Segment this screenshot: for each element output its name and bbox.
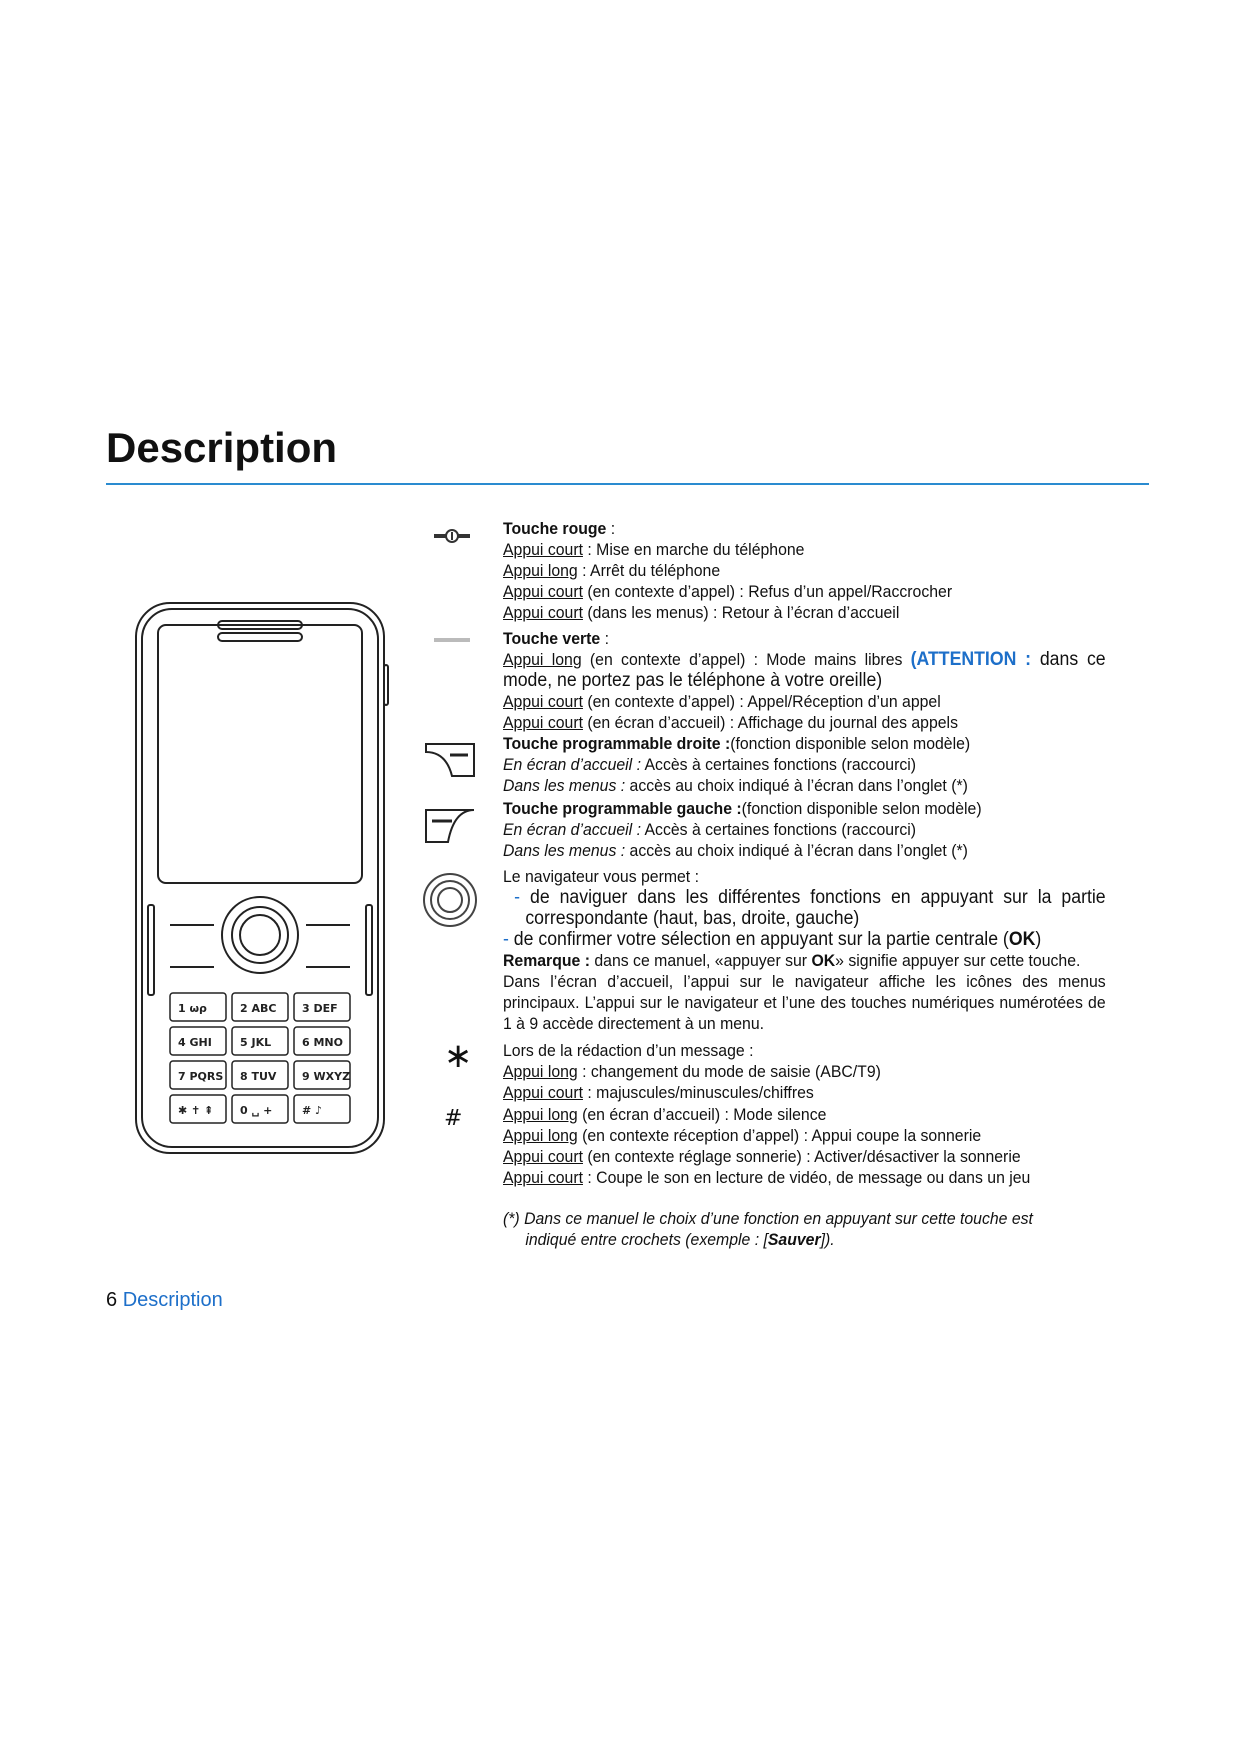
red-key-line: Appui court (en contexte d’appel) : Refus d’un appel/Raccrocher	[503, 582, 953, 601]
soft-key-left-icon	[422, 806, 478, 846]
navigator-paragraph: Dans l’écran d’accueil, l’appui sur le navigateur affiche les icônes des menus principaux. L’appui sur le navigateur et l’une des touches numériques numérotées de 1 à 9 accède directement à un menu.	[503, 972, 1106, 1033]
soft-left-title: Touche programmable gauche :	[503, 799, 742, 818]
keypad-key-label: 3 DEF	[302, 1002, 338, 1015]
hash-key-line: Appui court : Coupe le son en lecture de vidéo, de message ou dans un jeu	[503, 1168, 1031, 1187]
green-key-line: Appui court (en contexte d’appel) : Appel/Réception d’un appel	[503, 692, 941, 711]
green-key-line: Appui long (en contexte d’appel) : Mode mains libres (ATTENTION : dans ce mode, ne portez pas le téléphone à votre oreille)	[503, 649, 1106, 691]
hash-key-section	[503, 1104, 1106, 1188]
hash-key-line: Appui long (en écran d’accueil) : Mode silence	[503, 1105, 827, 1124]
keypad-key-label: ✱ ✝ ⇞	[178, 1104, 214, 1117]
green-key-icon	[432, 636, 472, 644]
keypad-key-label: 9 WXYZ	[302, 1070, 351, 1083]
soft-left-section: Touche programmable gauche :(fonction disponible selon modèle) En écran d’accueil : Accès à certaines fonctions (raccourci) Dans les menus : accès au choix indiqué à l’écran dans l’onglet (*)	[503, 799, 982, 860]
keypad-key-label: # ♪	[302, 1104, 323, 1117]
keypad-key-label: 1 ωρ	[178, 1002, 207, 1015]
keypad-key-label: 8 TUV	[240, 1070, 277, 1083]
navigator-item: - de confirmer votre sélection en appuyant sur la partie centrale (OK)	[503, 929, 1042, 950]
keypad-key-label: 5 JKL	[240, 1036, 272, 1049]
red-key-icon	[432, 528, 472, 544]
red-key-line: Appui court (dans les menus) : Retour à l’écran d’accueil	[503, 603, 900, 622]
page-title: Description	[106, 424, 338, 471]
green-key-section: Touche verte : Appui long (en contexte d’appel) : Mode mains libres (ATTENTION : dans ce mode, ne portez pas le téléphone à votre oreille) Appui court (en contexte d’appel) : Appel/Réception d’un appel Appui court (en écran d’accueil) : Affichage du journal des appels	[503, 629, 1106, 732]
green-key-title: Touche verte	[503, 629, 601, 648]
navigator-icon	[420, 870, 480, 930]
page-number: 6	[106, 1289, 118, 1311]
hash-key-line: Appui long (en contexte réception d’appel) : Appui coupe la sonnerie	[503, 1126, 982, 1145]
keypad-key-label: 2 ABC	[240, 1002, 277, 1015]
hash-key-icon: #	[444, 1106, 463, 1131]
keypad-key-label: 0 ␣ +	[240, 1104, 273, 1117]
page-footer	[106, 1289, 223, 1312]
footnote: (*) Dans ce manuel le choix d’une fonction en appuyant sur cette touche est indiqué entre crochets (exemple : [Sauver]).	[503, 1209, 1033, 1249]
keypad-key-label: 6 MNO	[302, 1036, 343, 1049]
navigator-remark: Remarque : dans ce manuel, «appuyer sur OK» signifie appuyer sur cette touche.	[503, 951, 1081, 970]
footer-section-link[interactable]: Description	[122, 1289, 223, 1311]
red-key-title: Touche rouge	[503, 519, 607, 538]
soft-right-section: Touche programmable droite :(fonction disponible selon modèle) En écran d’accueil : Accès à certaines fonctions (raccourci) Dans les menus : accès au choix indiqué à l’écran dans l’onglet (*)	[503, 734, 971, 795]
star-key-intro: Lors de la rédaction d’un message :	[503, 1041, 754, 1060]
navigator-section	[503, 866, 1106, 1034]
hash-key-line: Appui court (en contexte réglage sonnerie) : Activer/désactiver la sonnerie	[503, 1147, 1021, 1166]
soft-right-title: Touche programmable droite :	[503, 734, 731, 753]
title-rule	[106, 483, 1149, 485]
star-key-line: Appui long : changement du mode de saisie (ABC/T9)	[503, 1062, 881, 1081]
navigator-item: - de naviguer dans les différentes fonctions en appuyant sur la partie correspondante (haut, bas, droite, gauche)	[514, 887, 1106, 929]
red-key-title-suffix: :	[606, 519, 616, 538]
phone-illustration	[130, 595, 390, 1165]
navigator-intro: Le navigateur vous permet :	[503, 867, 699, 886]
green-key-line: Appui court (en écran d’accueil) : Affichage du journal des appels	[503, 713, 958, 732]
keypad-key-label: 7 PQRS	[178, 1070, 224, 1083]
soft-key-right-icon	[422, 740, 478, 780]
star-key-section	[503, 1040, 1106, 1103]
red-key-section	[503, 518, 1106, 623]
red-key-line: Appui long : Arrêt du téléphone	[503, 561, 721, 580]
star-key-icon: ∗	[444, 1036, 473, 1076]
red-key-line: Appui court : Mise en marche du téléphone	[503, 540, 805, 559]
keypad-key-label: 4 GHI	[178, 1036, 212, 1049]
star-key-line: Appui court : majuscules/minuscules/chiffres	[503, 1083, 814, 1102]
attention-label: (ATTENTION :	[910, 649, 1032, 670]
